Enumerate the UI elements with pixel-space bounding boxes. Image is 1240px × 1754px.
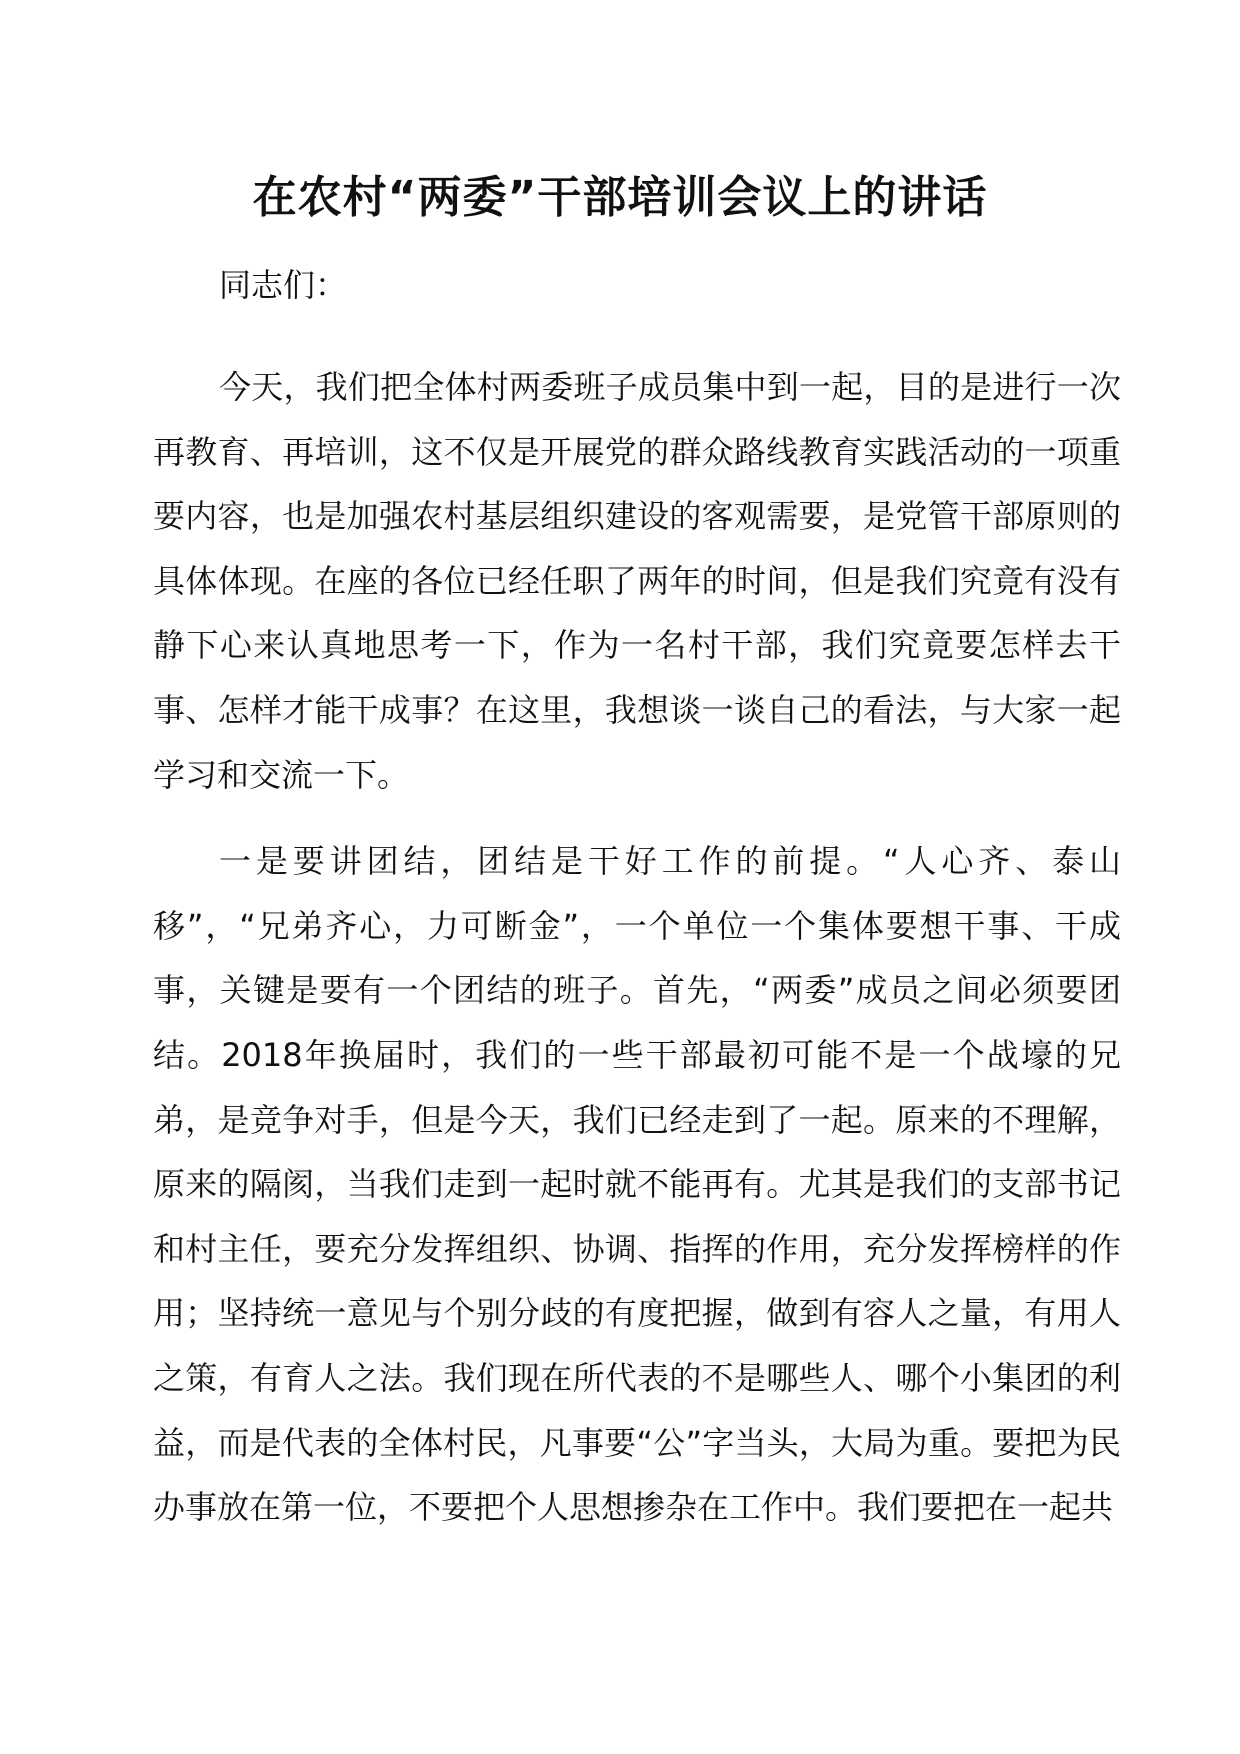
document-title: 在农村“两委”干部培训会议上的讲话 (252, 172, 988, 223)
salutation: 同志们： (219, 266, 348, 304)
document-body (153, 253, 1121, 1562)
paragraph-2: 一是要讲团结，团结是干好工作的前提。“人心齐、泰山移”，“兄弟齐心，力可断金”，一个单位一个集体要想干事、干成事，关键是要有一个团结的班子。首先，“两委”成员之间必须要团结。2018年换届时，我们的一些干部最初可能不是一个战壕的兄弟，是竞争对手，但是今天，我们已经走到了一起。原来的不理解，原来的隔阂，当我们走到一起时就不能再有。尤其是我们的支部书记和村主任，要充分发挥组织、协调、指挥的作用，充分发挥榜样的作用；坚持统一意见与个别分歧的有度把握，做到有容人之量，有用人之策，有育人之法。我们现在所代表的不是哪些人、哪个小集团的利益，而是代表的全体村民，凡事要“公”字当头，大局为重。要把为民办事放在第一位，不要把个人思想掺杂在工作中。我们要把在一起共 (153, 842, 1121, 1527)
paragraph-1: 今天，我们把全体村两委班子成员集中到一起，目的是进行一次再教育、再培训，这不仅是开展党的群众路线教育实践活动的一项重要内容，也是加强农村基层组织建设的客观需要，是党管干部原则的具体体现。在座的各位已经任职了两年的时间，但是我们究竟有没有静下心来认真地思考一下，作为一名村干部，我们究竟要怎样去干事、怎样才能干成事？在这里，我想谈一谈自己的看法，与大家一起学习和交流一下。 (153, 368, 1121, 794)
